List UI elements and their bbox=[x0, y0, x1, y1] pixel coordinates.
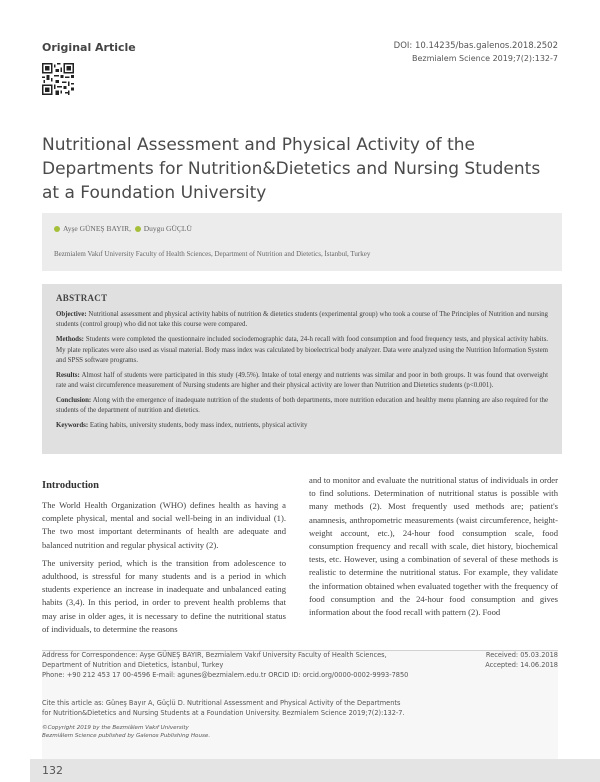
abstract-heading: ABSTRACT bbox=[56, 293, 108, 303]
copyright bbox=[42, 725, 342, 740]
paragraph: The World Health Organization (WHO) defines health as having a complete physical, mental and social well-being in an individual (1). The two most important determinants of health are adequate and balanced nutrition and regular physical activity (2). bbox=[42, 500, 286, 550]
received-date: Received: 05.03.2018 bbox=[485, 651, 558, 659]
authors-band bbox=[42, 213, 562, 271]
affiliation: Bezmialem Vakıf University Faculty of Health Sciences, Department of Nutrition and Dietetics, İstanbul, Turkey bbox=[54, 250, 371, 258]
abstract-body bbox=[56, 310, 548, 436]
accepted-date: Accepted: 14.06.2018 bbox=[485, 661, 558, 669]
abstract-objective: Objective: Nutritional assessment and physical activity habits of nutrition & dietetics students (experimental group) who took a course of The Principles of Nutrition and nursing students (control group) who did not take this course were compared. bbox=[56, 311, 548, 329]
article-type: Original Article bbox=[42, 41, 136, 54]
body-column-right bbox=[309, 474, 558, 624]
abstract-results: Results: Almost half of students were participated in this study (49.5%). Intake of total energy and nutrients was similar and poor in both groups. It was found that overweight rate and waist circumference measurement of Nursing students are higher and their physical activity are lower than Nutrition and Dietetics students (p<0.001). bbox=[56, 371, 548, 390]
paragraph: The university period, which is the transition from adolescence to adulthood, is stressful for many students and is a period in which students experience an increase in inadequate and unbalanced eating habits (3,4). In this period, in order to prevent health problems that may arise in older ages, it is necessary to define the nutritional status of individuals, to determine the reasons bbox=[42, 557, 286, 634]
author-list bbox=[54, 224, 192, 233]
doi[interactable]: DOI: 10.14235/bas.galenos.2018.2502 bbox=[393, 41, 558, 51]
paragraph: and to monitor and evaluate the nutritional status of individuals in order to find solutions. Determination of nutritional status is possible with many methods (2). Most frequently used methods are; patient's anamnesis, anthropometric measurements (waist circumference, height-weight account, etc.), 24-hour food consumption scale, food consumption frequency and recall with scale, diet history, biochemical tests, etc. However, using a combination of several of these methods is realistic to determine the nutritional status. For example, they validate the information obtained when evaluated together with the frequency of food consumption and the 24-hour food consumption and gives information about the food recall with pattern (2). Food bbox=[309, 475, 558, 618]
author-2: Duygu GÜÇLÜ bbox=[143, 224, 192, 233]
abstract-keywords: Keywords: Eating habits, university students, body mass index, nutrients, physical activity bbox=[56, 421, 308, 429]
correspondence-contact[interactable]: Phone: +90 212 453 17 00-4596 E-mail: agunes@bezmialem.edu.tr ORCID ID: orcid.org/0000-0002-9993-7850 bbox=[42, 671, 409, 679]
citation-line: Cite this article as: Güneş Bayır A, Güçlü D. Nutritional Assessment and Physical Activity of the Departments bbox=[42, 699, 401, 707]
abstract-methods: Methods: Students were completed the questionnaire included sociodemographic data, 24-h recall with food consumption and food frequency tests, and physical activity habits. My plate replicates were also used as visual material. Body mass index was calculated by bioelectrical body analyzer. Data were analyzed using the Nutrition Information System and SPSS software programs. bbox=[56, 336, 548, 364]
body-column-left bbox=[42, 499, 286, 641]
author-bullet-icon bbox=[54, 226, 60, 232]
copyright-line: ©Copyright 2019 by the Bezmiâlem Vakıf University bbox=[42, 725, 189, 731]
correspondence-line: Department of Nutrition and Dietetics, İstanbul, Turkey bbox=[42, 661, 224, 669]
dates bbox=[485, 650, 558, 670]
page-number: 132 bbox=[42, 764, 63, 777]
citation bbox=[42, 698, 482, 718]
correspondence bbox=[42, 650, 452, 680]
correspondence-line: Address for Correspondence: Ayşe GÜNEŞ BAYIR, Bezmialem Vakıf University Faculty of Health Sciences, bbox=[42, 651, 387, 659]
abstract-conclusion: Conclusion: Along with the emergence of inadequate nutrition of the students of both departments, more nutrition education and healthy menu planning are also required for the students of the department of nutrition and dietetics. bbox=[56, 396, 549, 415]
page-footer-band bbox=[30, 759, 600, 782]
introduction-heading: Introduction bbox=[42, 480, 99, 491]
journal-reference: Bezmialem Science 2019;7(2):132-7 bbox=[412, 54, 558, 63]
author-1: Ayşe GÜNEŞ BAYIR, bbox=[63, 224, 131, 233]
qr-code-icon[interactable] bbox=[42, 63, 74, 95]
article-title: Nutritional Assessment and Physical Activity of the Departments for Nutrition&Dietetics and Nursing Students at a Foundation University bbox=[42, 135, 541, 203]
author-bullet-icon bbox=[135, 226, 141, 232]
citation-line: for Nutrition&Dietetics and Nursing Students at a Foundation University. Bezmialem Science 2019;7(2):132-7. bbox=[42, 709, 405, 717]
copyright-line: Bezmiâlem Science published by Galenos Publishing House. bbox=[42, 732, 211, 739]
